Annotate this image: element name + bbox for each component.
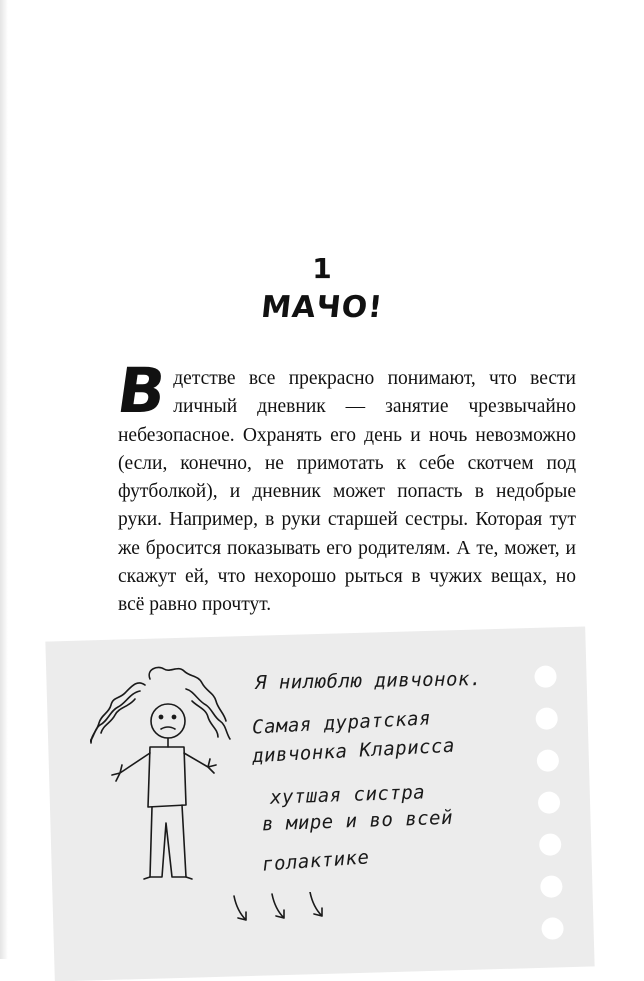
stick-figure-drawing: [90, 655, 240, 885]
down-arrows-icon: [228, 892, 338, 932]
note-line-4: хутшая систра: [269, 781, 426, 809]
binder-hole: [541, 917, 564, 940]
note-line-6: голактике: [261, 846, 371, 876]
note-line-5: в мире и во всей: [261, 806, 454, 836]
body-text: детстве все прекрасно понимают, что вести личный дневник — занятие чрезвычайно небезопасное. Охранять его день и ночь невозможно (если, конечно, не примотать к себе скотчем под футболкой), и дневник может попасть в недобрые руки. Например, в руки старшей сестры. Которая тут же бросится показывать его родителям. А те, может, и скажут ей, что нехорошо рыться в чужих вещах, но всё равно прочтут.: [118, 368, 576, 616]
note-line-3: дивчонка Кларисса: [251, 734, 456, 768]
chapter-number: 1: [312, 252, 332, 285]
note-line-1: Я нилюблю дивчонок.: [254, 668, 483, 694]
chapter-title: МАЧО!: [259, 290, 385, 325]
body-paragraph: [112, 354, 576, 620]
binder-hole: [538, 791, 561, 814]
binder-hole: [534, 665, 557, 688]
note-line-2: Самая дуратская: [251, 707, 432, 739]
page-edge: [0, 0, 8, 959]
binder-hole: [540, 875, 563, 898]
binder-hole: [537, 749, 560, 772]
drop-cap: В: [112, 354, 171, 427]
binder-hole: [539, 833, 562, 856]
binder-hole: [535, 707, 558, 730]
